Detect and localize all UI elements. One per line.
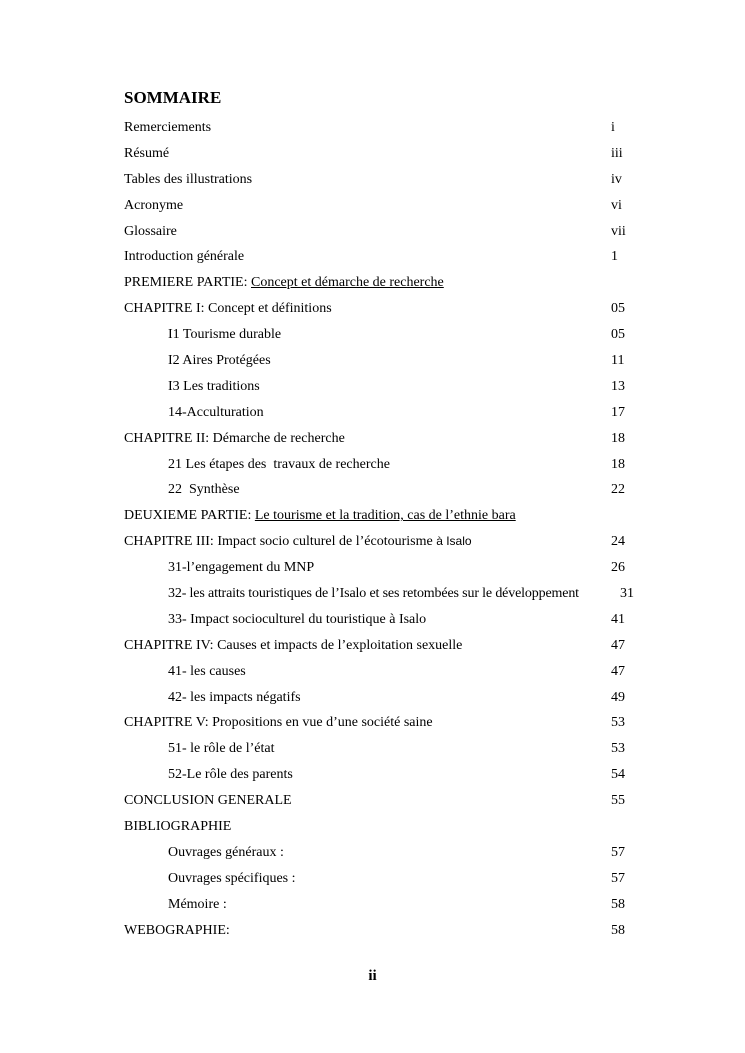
toc-page-number: vii [611,223,626,239]
toc-label: CHAPITRE I: Concept et définitions [124,301,332,317]
toc-row-memoire [0,892,745,918]
toc-page-number: 54 [611,767,625,783]
toc-row-introduction [0,244,745,270]
toc-label: Ouvrages généraux : [168,844,284,860]
toc-row-webographie [0,918,745,944]
toc-row-21 [0,452,745,478]
chapter-text-suffix: à Isalo [436,534,472,549]
toc-row-chapitre-4 [0,633,745,659]
toc-label: 41- les causes [168,663,246,679]
toc-row-41 [0,659,745,685]
toc-page-number: i [611,120,615,135]
toc-label: I2 Aires Protégées [168,353,271,369]
toc-label: CHAPITRE IV: Causes et impacts de l’exploitation sexuelle [124,637,463,653]
toc-page-number: 53 [611,715,625,731]
toc-row-42 [0,685,745,711]
toc-page-number: 57 [611,870,625,886]
toc-label: 42- les impacts négatifs [168,689,301,705]
toc-label: 52-Le rôle des parents [168,767,293,783]
toc-row-chapitre-2 [0,426,745,452]
toc-row-52 [0,762,745,788]
part-prefix: DEUXIEME PARTIE: [124,508,255,524]
toc-label: Introduction générale [124,249,245,265]
chapter-text: CHAPITRE III: Impact socio culturel de l’écotourisme [124,534,437,550]
toc-page-number: iii [611,145,623,161]
toc-page-number: 18 [611,456,625,472]
toc-label: 32- les attraits touristiques de l’Isalo et ses retombées sur le développement [168,586,579,602]
toc-label: Ouvrages spécifiques : [168,870,296,886]
toc-page-number: 22 [611,482,625,498]
toc-page-number: 26 [611,560,625,576]
toc-page-number: vi [611,197,622,213]
toc-page-number: 05 [611,301,625,317]
toc-label: CHAPITRE V: Propositions en vue d’une société saine [124,715,433,731]
toc-row-resume [0,141,745,167]
toc-page-number: 18 [611,430,625,446]
toc-row-conclusion [0,788,745,814]
page-title: SOMMAIRE [124,88,222,107]
toc-row-chapitre-5 [0,710,745,736]
toc-label: 14-Acculturation [168,404,264,420]
toc-page-number: 11 [611,353,625,369]
toc-label [124,270,444,296]
toc-page-number: iv [611,171,622,187]
toc-page-number: 1 [611,249,618,265]
toc-row-31 [0,555,745,581]
toc-page-number: 24 [611,534,625,550]
toc-row-51 [0,736,745,762]
toc-label: WEBOGRAPHIE: [124,922,230,938]
toc-row-22 [0,477,745,503]
page-number-footer: ii [368,968,377,984]
toc-page-number: 41 [611,611,625,627]
toc-page-number: 55 [611,793,625,809]
toc-label: Remerciements [124,120,212,135]
toc-label: Résumé [124,145,170,161]
toc-label: 51- le rôle de l’état [168,741,275,757]
toc-row-illustrations [0,167,745,193]
toc-label: 33- Impact socioculturel du touristique à Isalo [168,611,427,627]
toc-row-i3 [0,374,745,400]
part-prefix: PREMIERE PARTIE: [124,275,251,291]
toc-row-14 [0,400,745,426]
toc-row-ouvrages-specifiques [0,866,745,892]
toc-row-remerciements [0,115,745,141]
toc-label: Mémoire : [168,896,227,912]
toc-label: I1 Tourisme durable [168,327,282,343]
toc-page-number: 53 [611,741,625,757]
toc-label: CONCLUSION GENERALE [124,793,292,809]
toc-page-number: 05 [611,327,625,343]
toc-row-33 [0,607,745,633]
toc-row-32 [0,581,745,607]
toc-label: 31-l’engagement du MNP [168,560,315,576]
toc-label: Acronyme [124,197,184,213]
toc-row-chapitre-1 [0,296,745,322]
toc-page-number: 13 [611,378,625,394]
toc-row-acronyme [0,193,745,219]
part-title: Le tourisme et la tradition, cas de l’ethnie bara [254,508,516,524]
toc-page-number: 49 [611,689,625,705]
toc-label [124,503,516,529]
toc-row-i1 [0,322,745,348]
toc-page-number: 57 [611,844,625,860]
toc-page-number: 31 [620,586,634,602]
toc-label: CHAPITRE II: Démarche de recherche [124,430,345,446]
toc-label: BIBLIOGRAPHIE [124,819,232,835]
toc-page-number: 47 [611,637,625,653]
toc-page-number: 17 [611,404,625,420]
toc-row-bibliographie [0,814,745,840]
toc-label: Glossaire [124,223,177,239]
table-of-contents [0,115,745,944]
toc-label: Tables des illustrations [124,171,253,187]
toc-page-number: 58 [611,922,625,938]
toc-label: 21 Les étapes des travaux de recherche [168,456,390,472]
toc-page-number: 47 [611,663,625,679]
toc-label: I3 Les traditions [168,378,260,394]
toc-row-ouvrages-generaux [0,840,745,866]
toc-row-deuxieme-partie [0,503,745,529]
toc-label [124,529,472,555]
toc-row-chapitre-3 [0,529,745,555]
part-title: Concept et démarche de recherche [251,275,444,291]
toc-row-glossaire [0,219,745,245]
toc-page-number: 58 [611,896,625,912]
toc-row-i2 [0,348,745,374]
toc-label: 22 Synthèse [168,482,240,498]
toc-row-premiere-partie [0,270,745,296]
